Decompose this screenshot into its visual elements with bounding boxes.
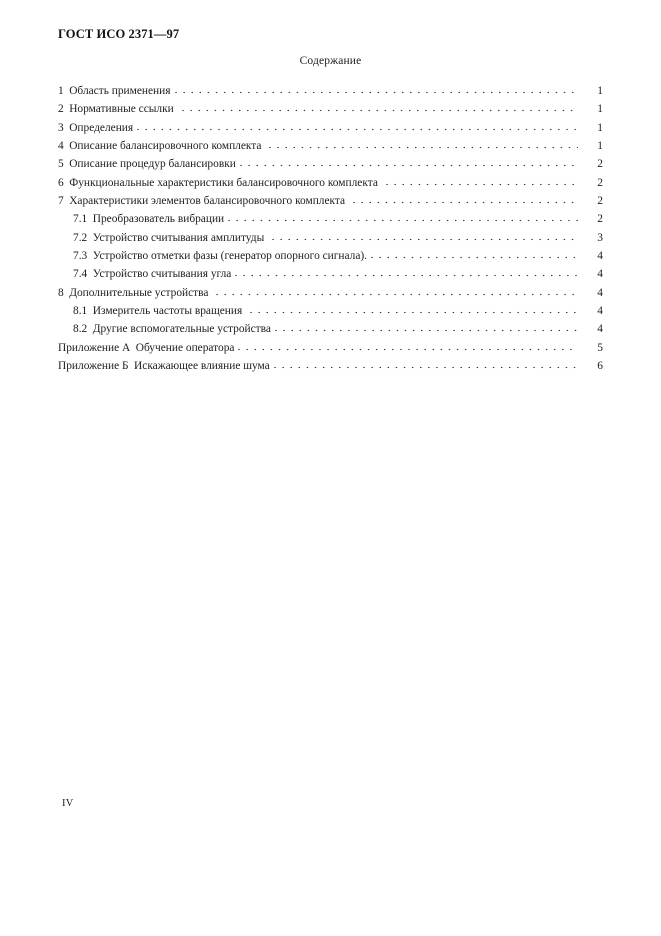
toc-entry-number: 8 bbox=[58, 286, 64, 299]
toc-entry-label: Обучение оператора bbox=[135, 341, 235, 354]
toc-entry-number: Приложение А bbox=[58, 341, 131, 354]
toc-dot-leader bbox=[272, 326, 578, 335]
toc-entry-page-number: 2 bbox=[597, 195, 603, 208]
toc-entry-number: 8.1 bbox=[73, 305, 88, 318]
toc-entry[interactable] bbox=[58, 119, 603, 137]
toc-dot-leader bbox=[172, 88, 579, 97]
toc-entry-page-number: 1 bbox=[597, 85, 603, 97]
toc-entry[interactable] bbox=[58, 320, 603, 338]
toc-dot-leader bbox=[368, 253, 578, 262]
toc-entry[interactable] bbox=[58, 192, 603, 210]
toc-entry-label: Дополнительные устройства bbox=[69, 286, 209, 299]
toc-dot-leader bbox=[269, 235, 578, 244]
toc-entry[interactable] bbox=[58, 174, 603, 192]
toc-entry-label: Описание балансировочного комплекта bbox=[69, 140, 262, 153]
toc-dot-leader bbox=[247, 308, 578, 317]
toc-entry-page-number: 4 bbox=[597, 268, 603, 281]
toc-entry-page-number: 2 bbox=[597, 176, 603, 189]
toc-entry-label: Искажающее влияние шума bbox=[134, 360, 270, 373]
toc-entry-page-number: 4 bbox=[597, 305, 603, 318]
toc-dot-leader bbox=[271, 363, 578, 372]
toc-entry-page-number: 4 bbox=[597, 250, 603, 263]
toc-dot-leader bbox=[237, 161, 578, 170]
toc-entry[interactable] bbox=[58, 302, 603, 320]
toc-entry-number: Приложение Б bbox=[58, 360, 129, 373]
toc-entry-label: Описание процедур балансировки bbox=[69, 158, 236, 171]
toc-dot-leader bbox=[350, 198, 578, 207]
toc-entry[interactable] bbox=[58, 210, 603, 228]
toc-dot-leader bbox=[235, 345, 578, 354]
toc-entry-label: Измеритель частоты вращения bbox=[92, 305, 243, 318]
toc-entry[interactable] bbox=[58, 357, 603, 375]
toc-entry-number: 3 bbox=[58, 121, 64, 134]
toc-entry-number: 2 bbox=[58, 103, 64, 116]
toc-dot-leader bbox=[134, 125, 578, 134]
toc-entry-label: Характеристики элементов балансировочного комплекта bbox=[69, 195, 346, 208]
toc-entry-page-number: 4 bbox=[597, 323, 603, 336]
running-header: ГОСТ ИСО 2371—97 bbox=[58, 27, 180, 41]
toc-entry-page-number: 1 bbox=[597, 103, 603, 116]
toc-dot-leader bbox=[266, 143, 578, 152]
toc-entry[interactable] bbox=[58, 155, 603, 173]
toc-entry-label: Функциональные характеристики балансировочного комплекта bbox=[69, 176, 378, 189]
toc-entry-page-number: 3 bbox=[597, 231, 603, 244]
toc-entry-page-number: 4 bbox=[597, 286, 603, 299]
toc-entry[interactable] bbox=[58, 265, 603, 283]
toc-entry[interactable] bbox=[58, 100, 603, 118]
toc-entry-number: 8.2 bbox=[73, 323, 88, 336]
toc-dot-leader bbox=[383, 180, 578, 189]
toc-entry-page-number: 6 bbox=[597, 360, 603, 373]
toc-entry-number: 5 bbox=[58, 158, 64, 171]
toc-entry[interactable] bbox=[58, 339, 603, 357]
toc-entry[interactable] bbox=[58, 137, 603, 155]
toc-entry-label: Устройство отметки фазы (генератор опорного сигнала). bbox=[92, 250, 368, 263]
toc-entry-page-number: 2 bbox=[597, 213, 603, 226]
table-of-contents bbox=[58, 82, 603, 376]
toc-dot-leader bbox=[179, 106, 578, 115]
toc-entry[interactable] bbox=[58, 247, 603, 265]
toc-entry-page-number: 1 bbox=[597, 121, 603, 134]
toc-dot-leader bbox=[225, 216, 578, 225]
toc-entry-number: 7.2 bbox=[73, 231, 88, 244]
toc-entry-number: 4 bbox=[58, 140, 64, 153]
toc-entry[interactable] bbox=[58, 82, 603, 100]
toc-dot-leader bbox=[213, 290, 578, 299]
toc-entry[interactable] bbox=[58, 284, 603, 302]
toc-dot-leader bbox=[232, 271, 578, 280]
toc-entry-label: Область применения bbox=[69, 85, 171, 97]
toc-entry-label: Преобразователь вибрации bbox=[92, 213, 225, 226]
toc-entry-label: Определения bbox=[69, 121, 134, 134]
toc-entry-number: 7.1 bbox=[73, 213, 88, 226]
toc-entry-page-number: 2 bbox=[597, 158, 603, 171]
toc-entry-page-number: 1 bbox=[597, 140, 603, 153]
toc-entry-label: Другие вспомогательные устройства bbox=[92, 323, 271, 336]
toc-entry-page-number: 5 bbox=[597, 341, 603, 354]
toc-entry[interactable] bbox=[58, 229, 603, 247]
toc-entry-number: 7.3 bbox=[73, 250, 88, 263]
toc-entry-number: 7.4 bbox=[73, 268, 88, 281]
toc-entry-number: 7 bbox=[58, 195, 64, 208]
toc-entry-label: Устройство считывания амплитуды bbox=[92, 231, 265, 244]
page-folio: IV bbox=[62, 798, 74, 809]
toc-entry-label: Устройство считывания угла bbox=[92, 268, 232, 281]
toc-entry-label: Нормативные ссылки bbox=[69, 103, 174, 116]
toc-entry-number: 1 bbox=[58, 85, 64, 97]
page-title: Содержание bbox=[299, 55, 362, 67]
toc-entry-number: 6 bbox=[58, 176, 64, 189]
